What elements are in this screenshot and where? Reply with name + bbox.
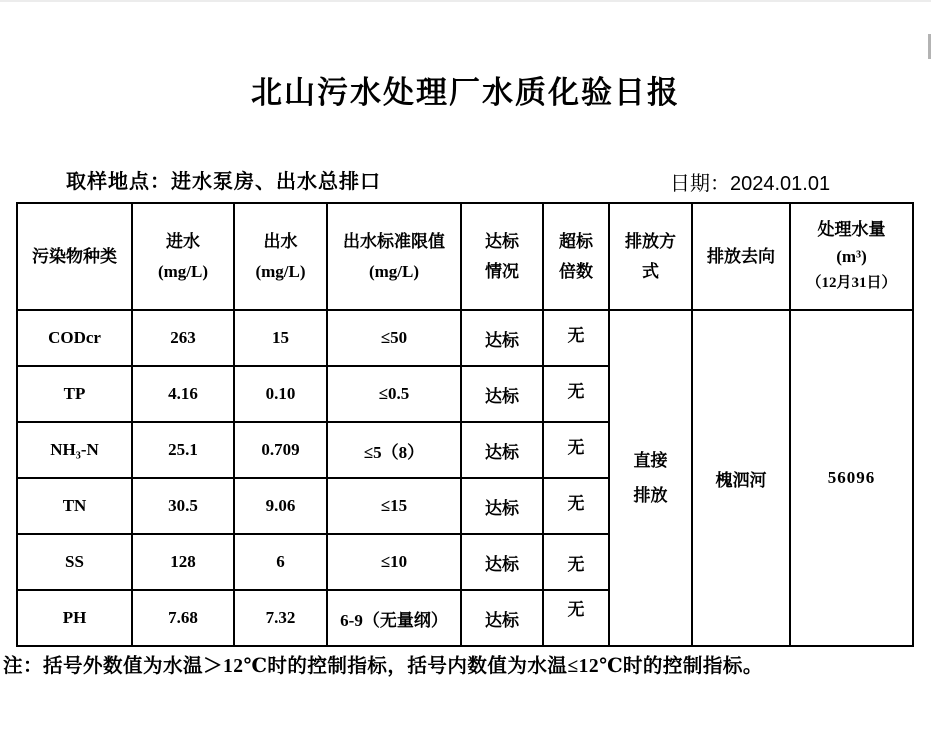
header-line: 出水 [263,231,298,251]
cell-effluent: 15 [234,310,327,366]
cell-discharge-method [609,310,692,646]
col-header-compliance [461,203,543,310]
cell-compliance: 达标 [461,478,543,534]
cell-pollutant: SS [17,534,132,590]
cell-limit: 6-9（无量纲） [327,590,461,646]
col-header-pollutant [17,203,132,310]
cell-pollutant: PH [17,590,132,646]
cell-influent: 30.5 [132,478,234,534]
col-header-exceed [543,203,609,310]
header-line: 达标 [485,231,519,251]
header-line: 排放去向 [707,246,775,266]
sampling-location-label: 取样地点：进水泵房、出水总排口 [66,171,381,193]
cell-limit: ≤15 [327,478,461,534]
cell-effluent: 0.10 [234,366,327,422]
header-line: 情况 [485,261,519,281]
cell-effluent: 7.32 [234,590,327,646]
cell-pollutant: NH₃-N [17,422,132,478]
cell-pollutant: CODcr [17,310,132,366]
header-line: (m³) [836,247,867,266]
report-date-label: 日期：2024.01.01 [670,173,831,195]
header-line: 超标 [559,231,593,251]
cell-compliance: 达标 [461,534,543,590]
exceed-value: 无 [567,437,585,457]
header-line: 式 [642,261,659,281]
cell-effluent: 9.06 [234,478,327,534]
header-line: （12月31日） [806,275,897,291]
cell-effluent: 0.709 [234,422,327,478]
cell-exceed [543,590,609,646]
header-line: 排放方 [625,231,676,251]
cell-influent: 263 [132,310,234,366]
cell-treated-volume: 56096 [790,310,913,646]
cell-pollutant: TN [17,478,132,534]
cell-effluent: 6 [234,534,327,590]
method-line: 排放 [633,486,668,505]
exceed-value: 无 [567,554,585,574]
exceed-value: 无 [567,599,585,619]
col-header-discharge-destination [692,203,790,310]
cell-compliance: 达标 [461,366,543,422]
top-divider [0,0,931,2]
cell-influent: 7.68 [132,590,234,646]
cell-pollutant: TP [17,366,132,422]
cell-influent: 25.1 [132,422,234,478]
cell-exceed [543,366,609,422]
water-quality-table [16,202,914,647]
col-header-effluent [234,203,327,310]
cell-influent: 128 [132,534,234,590]
method-line: 直接 [633,451,668,470]
cell-influent: 4.16 [132,366,234,422]
header-line: (mg/L) [255,261,306,281]
exceed-value: 无 [567,381,585,401]
table-row [17,310,913,366]
cell-compliance: 达标 [461,422,543,478]
header-line: 处理水量 [817,220,886,239]
col-header-treated-volume [790,203,913,310]
header-line: 污染物种类 [32,246,117,266]
cell-exceed [543,422,609,478]
cell-exceed [543,478,609,534]
cell-limit: ≤0.5 [327,366,461,422]
col-header-limit [327,203,461,310]
cell-exceed [543,534,609,590]
header-line: 倍数 [559,261,593,281]
header-line: (mg/L) [157,261,209,281]
cell-exceed [543,310,609,366]
footnote: 注：括号外数值为水温＞12℃时的控制指标，括号内数值为水温≤12℃时的控制指标。 [3,656,763,677]
col-header-discharge-method [609,203,692,310]
exceed-value: 无 [567,493,585,513]
header-line: (mg/L) [368,261,420,281]
cell-limit: ≤10 [327,534,461,590]
exceed-value: 无 [567,325,585,345]
cell-compliance: 达标 [461,590,543,646]
header-line: 进水 [166,231,200,251]
cell-limit: ≤5（8） [327,422,461,478]
cell-limit: ≤50 [327,310,461,366]
report-title: 北山污水处理厂水质化验日报 [251,75,680,110]
header-line: 出水标准限值 [343,231,445,251]
cell-discharge-destination: 槐泗河 [692,310,790,646]
cell-compliance: 达标 [461,310,543,366]
col-header-influent [132,203,234,310]
header-row [17,203,913,310]
